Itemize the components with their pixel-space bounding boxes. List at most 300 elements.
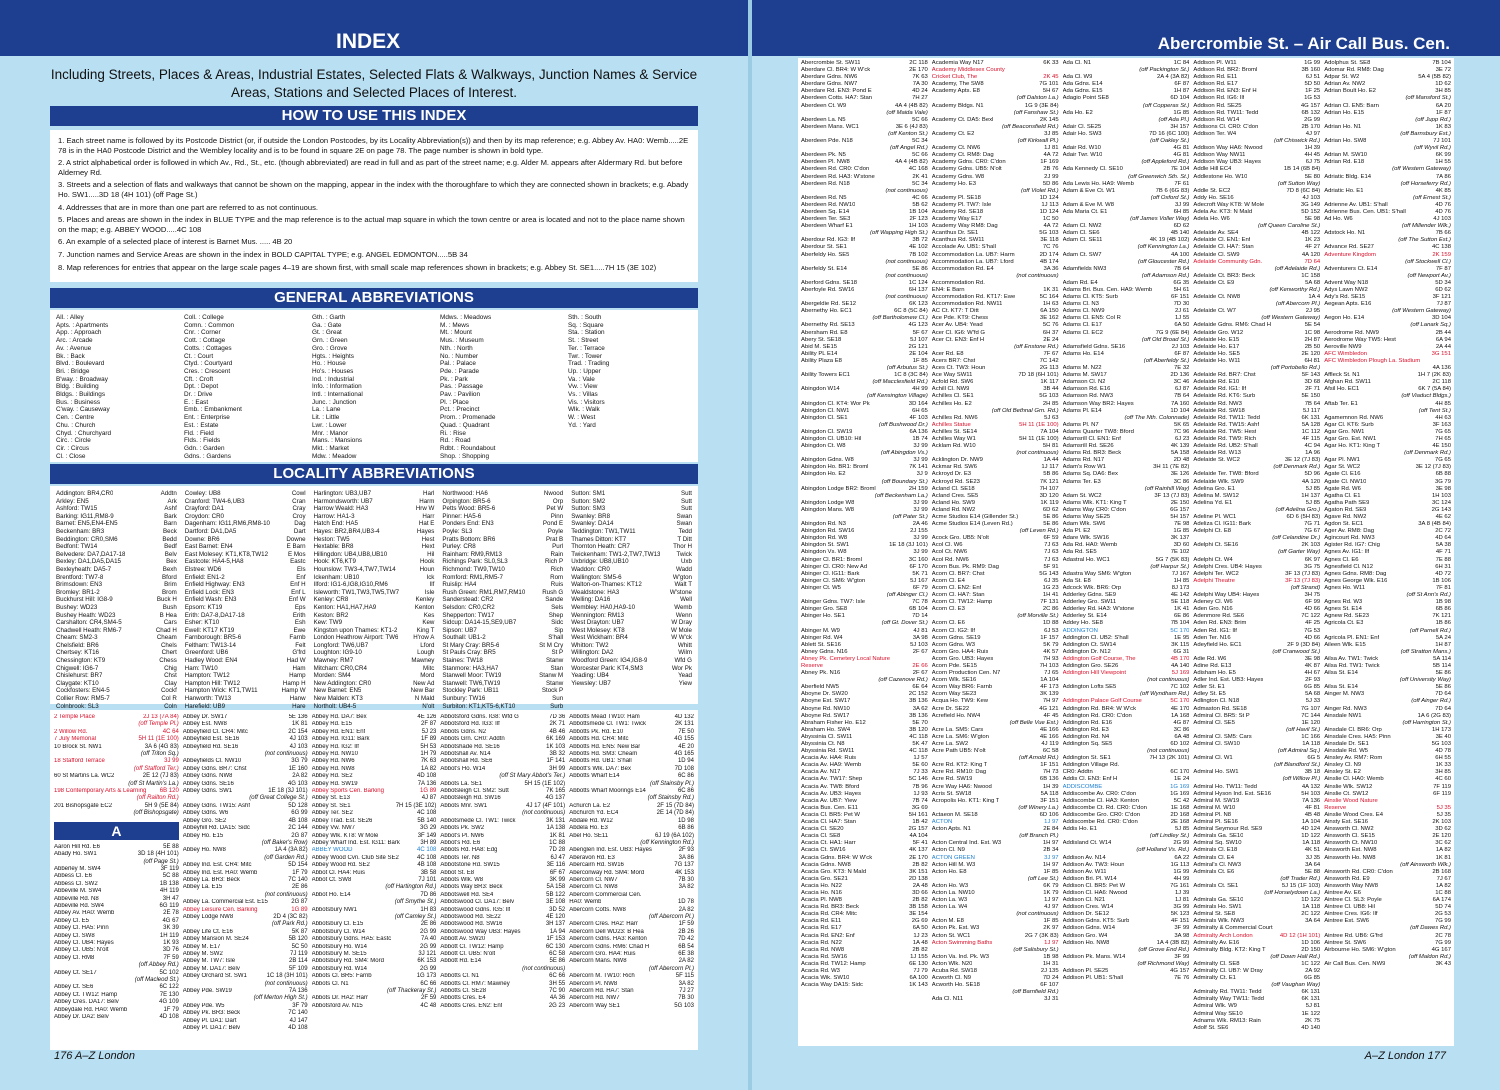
locality-code: Bford: [162, 573, 177, 581]
entry-ref: 2C 152: [908, 691, 928, 698]
entry-ref: 7E 104: [1170, 166, 1190, 173]
entry-name: Admiral Sq. SW10: [1193, 840, 1242, 847]
index-note: (off St Ann's Rd.): [1406, 592, 1451, 599]
entry-name: Agnes George Wlk. E16: [1324, 577, 1388, 584]
entry-ref: 7A 30: [912, 81, 928, 88]
index-entry: [1193, 557, 1320, 564]
entry-ref: 4C 108: [417, 854, 437, 861]
index-entry: [1063, 308, 1190, 315]
entry-name: Abberley M. SW4: [54, 865, 101, 872]
index-entry: [932, 60, 1059, 67]
entry-ref: 4K 87: [1304, 662, 1321, 669]
entry-ref: 3K 43: [1435, 960, 1451, 967]
howto-item: 4. Addresses that are in more than one part are referred to as not continuous.: [58, 202, 319, 212]
locality-entry: [571, 551, 692, 559]
entry-ref: 6J 51: [1305, 74, 1321, 81]
index-entry: [801, 486, 928, 493]
entry-ref: 5G 143: [1039, 570, 1059, 577]
entry-ref: 7B 6 (6G 83): [1155, 187, 1190, 194]
index-entry: [932, 372, 1059, 379]
entry-ref: 1F 79: [163, 1006, 179, 1013]
index-entry: [801, 776, 928, 783]
abbrev-entry: Yd. : Yard: [568, 421, 596, 429]
index-entry: [1193, 677, 1320, 684]
entry-name: Acton Va. Ind. Pk. W3: [931, 953, 989, 960]
entry-ref: 3J 35: [1305, 854, 1321, 861]
entry-name: Abbey Cl. SW8: [54, 932, 95, 939]
locality-code: Sidc: [551, 619, 564, 627]
entry-ref: 7C 122: [1301, 613, 1321, 620]
index-entry: [1063, 819, 1190, 826]
locality-code: Brim: [164, 581, 177, 589]
entry-ref: 3J 99: [1174, 201, 1190, 208]
index-entry: [932, 904, 1059, 911]
abbrev-entry: Mans. : Mansions: [312, 437, 363, 445]
entry-ref: 6A 136: [909, 428, 928, 435]
entry-ref: 5D 34: [1435, 279, 1451, 286]
locality-name: Yiewsley: UB7: [571, 679, 611, 687]
entry-name: Agatha Path SE9: [1324, 499, 1370, 506]
entry-name: Ace Way SW11: [931, 372, 973, 379]
entry-name: Abinger Rd. W4: [801, 634, 843, 641]
abbrev-column: [440, 314, 564, 458]
index-entry: [932, 784, 1059, 791]
entry-name: Academy Way E17: [931, 216, 982, 223]
locality-entry: [314, 634, 435, 642]
locality-name: West Drayton: UB7: [571, 619, 625, 627]
entry-name: Ailsa Rd. TW1: Twick: [1324, 662, 1380, 669]
locality-name: Wallington: SM5-6: [571, 573, 622, 581]
entry-name: Abbots Cl. N1: [311, 980, 349, 987]
index-entry: [932, 954, 1059, 961]
entry-name: Abercorn M. TW10: Rich: [569, 973, 635, 980]
index-entry: [569, 803, 694, 810]
locality-entry: [314, 520, 435, 528]
entry-name: Acacia Gro. SE21: [801, 875, 848, 882]
entry-ref: 5A 24: [1435, 634, 1451, 641]
entry-name: Abercorn Rd. NW7: [569, 995, 620, 1002]
abbrev-entry: M. : Mews: [440, 321, 470, 329]
entry-name: Abbotsbury Cl. W14: [311, 928, 365, 935]
entry-ref: 6F 87: [1174, 350, 1190, 357]
locality-code: Hil: [427, 550, 435, 558]
entry-name: Adcock Wlk. BR6: Orp: [1062, 584, 1122, 591]
entry-name: Agatha Cl. E1: [1324, 492, 1361, 499]
index-entry: [801, 181, 928, 188]
index-entry: [1324, 564, 1451, 571]
entry-ref: 4F 27: [1305, 244, 1321, 251]
right-page-footer: A–Z London 177: [1364, 1050, 1446, 1062]
index-entry: [801, 883, 928, 890]
entry-ref: 4C 118: [909, 733, 928, 740]
locality-entry: [185, 543, 306, 551]
entry-name: Accommodation Rd.: [931, 279, 985, 286]
index-entry: [1193, 351, 1320, 358]
locality-name: Longford: TW6,UB7: [313, 641, 369, 649]
entry-name: Adams Ho. E14: [1062, 350, 1104, 357]
entry-ref: 4C 66: [912, 194, 928, 201]
entry-ref: 4A 132: [1301, 783, 1321, 790]
entry-ref: 2B 76: [1043, 166, 1059, 173]
index-entry: [1193, 344, 1320, 351]
index-entry: [440, 855, 565, 862]
entry-name: Achilles Rd. NW6: [931, 414, 978, 421]
entry-ref: 1H 79: [420, 751, 437, 758]
entry-ref: 2G 99: [420, 965, 437, 972]
entry-ref: 5E 70: [912, 719, 928, 726]
index-entry: [801, 237, 928, 244]
index-column: [183, 714, 308, 1046]
entry-name: Abercorn Commercial Cen.: [569, 891, 642, 898]
entry-ref: 4F 45: [1043, 712, 1059, 719]
abbrev-entry: Mdws. : Meadows: [440, 314, 492, 321]
entry-name: Adamson Way BR2: Hayes: [1062, 400, 1134, 407]
entry-name: 2 Willow Rd.: [54, 728, 88, 735]
entry-ref: 2B 50: [1304, 343, 1321, 350]
entry-ref: 4A 120: [1301, 478, 1321, 485]
entry-ref: 1D 78: [677, 899, 694, 906]
entry-ref: 7D 24: [1042, 975, 1059, 982]
index-note: (off Bartholomew Cl.): [872, 315, 928, 322]
index-entry: [932, 557, 1059, 564]
entry-name: Acorn Wlk. SE16: [931, 677, 977, 684]
entry-ref: 5J 107: [910, 336, 928, 343]
entry-ref: 4G 81: [1173, 152, 1190, 159]
index-entry: [183, 781, 308, 788]
entry-ref: 2J 135: [1040, 968, 1059, 974]
entry-ref: 4G 137: [545, 795, 566, 802]
index-note: (off Rainhill Way): [1144, 485, 1190, 492]
index-entry: [1063, 521, 1190, 528]
entry-ref: 3D 68: [1304, 379, 1321, 386]
entry-name: Abbots Wlk. W8: [440, 876, 484, 883]
index-entry: [932, 762, 1059, 769]
index-entry: [569, 833, 694, 840]
entry-ref: 4D 66: [1304, 634, 1321, 641]
locality-name: New Barnet: EN5: [313, 687, 362, 695]
entry-ref: 2A 82: [678, 958, 694, 965]
entry-name: Addy Ho. SE16: [1193, 194, 1234, 201]
locality-code: Hest: [421, 535, 435, 543]
entry-ref: 1K 93: [163, 939, 179, 946]
entry-name: Abbey Pl. DA1: Dart: [182, 1017, 237, 1024]
entry-ref: 2G 143: [1431, 506, 1451, 513]
index-entry: [1324, 840, 1451, 847]
index-entry: [183, 966, 308, 973]
index-entry: [1193, 358, 1320, 365]
index-entry: [183, 973, 308, 980]
entry-ref: 7B 102: [909, 251, 928, 258]
index-entry: [1193, 947, 1320, 954]
entry-ref: 1A 104: [1301, 819, 1321, 826]
index-entry: [932, 968, 1059, 975]
entry-ref: 3E 154: [909, 911, 928, 918]
entry-name: Reserve: [801, 662, 823, 669]
entry-name: Achilles Way W1: [931, 435, 976, 442]
index-entry: [183, 788, 308, 795]
abbrev-entry: Pct. : Precinct: [440, 406, 480, 414]
entry-ref: 4H 119: [159, 888, 179, 895]
entry-ref: 5A 68: [1305, 279, 1321, 286]
entry-name: Adams Sq. DA6: Bex: [1062, 471, 1118, 478]
index-entry: [932, 379, 1059, 386]
index-entry: [1324, 74, 1451, 81]
index-entry: [1063, 769, 1190, 776]
locality-column: [571, 490, 692, 700]
locality-entry: [314, 589, 435, 597]
entry-name: Aberdeen Rd. HA3: W'stone: [801, 173, 875, 180]
abbrev-entry: Up. : Upper: [568, 367, 601, 375]
entry-ref: 5J 117: [1302, 407, 1321, 414]
index-entry: [1193, 486, 1320, 493]
entry-name: Acer Cl. IG6: W'fd G: [931, 329, 985, 336]
locality-name: Sunbury: TW16: [442, 695, 486, 703]
index-entry: [932, 897, 1059, 904]
entry-name: Adair Rd. W10: [1062, 145, 1101, 152]
entry-name: Adelaide Ct. NW8: [1193, 294, 1241, 301]
index-entry: [312, 803, 437, 810]
index-entry: [801, 734, 928, 741]
entry-ref: 7D 64: [1435, 691, 1451, 698]
entry-ref: 4A 120: [1301, 251, 1321, 258]
entry-name: Academy Gdns. W8: [931, 173, 985, 180]
locality-name: Chigwell: IG6-7: [56, 664, 99, 672]
entry-name: Admiral Way SE10: [1193, 1010, 1243, 1017]
entry-name: Adelaide Ho. SE5: [1193, 350, 1240, 357]
entry-ref: 1B 74: [912, 435, 928, 442]
entry-ref: 2D 136: [1170, 372, 1190, 379]
index-note: (off Richmond Way): [1137, 960, 1190, 967]
entry-ref: 3E 126: [1170, 471, 1190, 478]
entry-name: Acre Dr. SE22: [931, 705, 970, 712]
entry-name: Ainsdale NW1: [1324, 712, 1362, 719]
index-entry: [801, 216, 928, 223]
entry-name: Acers BR7: Chst: [931, 357, 976, 364]
entry-name: Abbey Wood Rd. SE2: [311, 862, 370, 869]
entry-ref: 1K 143: [909, 982, 928, 989]
entry-name: Aboyne Est. SW17: [801, 698, 851, 705]
index-entry: [1193, 1003, 1320, 1010]
entry-ref: 2C 78: [1435, 932, 1451, 939]
index-entry: [440, 892, 565, 899]
index-note: (off University Way): [1399, 677, 1451, 684]
entry-name: Abbey Gdns. W6: [182, 810, 229, 817]
entry-ref: 3D 120: [1039, 492, 1059, 499]
index-entry: [801, 67, 928, 74]
index-entry: [932, 457, 1059, 464]
locality-entry: [314, 657, 435, 665]
locality-entry: [571, 490, 692, 498]
entry-name: ACTON GREEN: [931, 854, 975, 861]
index-entry: [1193, 968, 1320, 975]
entry-ref: 4E 166: [1039, 726, 1059, 733]
index-entry: [1324, 287, 1451, 294]
entry-name: Acfold Rd. SW6: [931, 379, 974, 386]
entry-name: Adderley St. E14: [1062, 613, 1107, 620]
locality-entry: [442, 513, 563, 521]
entry-name: Abbeville M. SW4: [54, 888, 102, 895]
index-entry: [54, 903, 179, 910]
entry-name: Acorn Cl. E3: [931, 606, 965, 613]
index-note: (off Merton High St.): [253, 995, 308, 1002]
index-entry: [54, 918, 179, 925]
entry-ref: 7J 33: [913, 769, 928, 776]
index-entry: [801, 344, 928, 351]
entry-ref: 1C 98: [1304, 329, 1321, 336]
entry-ref: 1J 81: [1174, 897, 1190, 904]
index-entry: [1324, 443, 1451, 450]
entry-name: Abbeyhill Rd. DA15: Sidc: [182, 825, 250, 832]
abbrev-entry: Mnr. : Manor: [312, 429, 348, 437]
index-note: (off Salisbury St.): [1013, 946, 1059, 953]
abbrev-entry: Ho. : House: [312, 360, 346, 368]
index-entry: [440, 981, 565, 988]
left-index-columns: [50, 710, 698, 1050]
index-entry: [569, 721, 694, 728]
entry-ref: 5K 47: [912, 741, 928, 747]
index-entry: [932, 925, 1059, 932]
index-entry: [1193, 798, 1320, 805]
entry-name: Acme Studios E14 (Gillender St.): [931, 514, 1019, 520]
abbrev-entry: Cres. : Crescent: [184, 367, 231, 375]
entry-name: Abbotts Cl. SE28: [440, 988, 487, 995]
entry-name: Abinger Cl. CR0: New Ad: [801, 563, 868, 570]
entry-ref: 5K 65: [1173, 421, 1190, 428]
entry-name: Ada Cl. N1: [1062, 60, 1092, 66]
entry-ref: 3J 9: [916, 471, 928, 478]
locality-name: Staines: TW18: [442, 657, 483, 665]
entry-name: Abbey Rd. NW8: [311, 765, 355, 772]
entry-ref: 6G 85: [1304, 975, 1321, 982]
index-entry: [1324, 103, 1451, 110]
entry-ref: 2J 103: [1171, 343, 1190, 350]
index-entry: [1193, 330, 1320, 337]
locality-code: Yead: [678, 672, 692, 680]
entry-ref: 2K 131: [674, 721, 694, 728]
entry-ref: 7J 63: [1044, 556, 1059, 563]
entry-name: Adam Rd. E4: [1062, 279, 1098, 286]
entry-ref: 5D 128: [288, 802, 308, 809]
entry-ref: 1K 83: [1435, 123, 1451, 130]
entry-name: Abbotts Cl. N1: [440, 973, 480, 980]
abbrev-entry: Rd. : Road: [440, 437, 471, 445]
index-entry: [801, 706, 928, 713]
entry-ref: 1G 23: [1042, 584, 1059, 591]
locality-name: Dagenham: IG11,RM6,RM8-10: [184, 520, 270, 528]
entry-name: Air Call Bus. Cen. NW9: [1324, 960, 1386, 967]
abbrev-entry: Pal. : Palace: [440, 360, 476, 368]
index-entry: [1063, 464, 1190, 471]
locality-name: Bushey: WD23: [56, 603, 98, 611]
entry-ref: 7A 86: [1435, 173, 1451, 180]
index-entry: [1063, 954, 1190, 961]
entry-ref: 4B 108: [417, 862, 437, 869]
index-note: (off Admiral Sq.): [1277, 748, 1321, 755]
entry-ref: 7K 63: [912, 74, 928, 81]
entry-ref: 6B 132: [1301, 109, 1321, 116]
entry-name: Adelaide Ct. BR3: Beck: [1193, 272, 1255, 279]
index-entry: [1324, 656, 1451, 663]
entry-name: Abbots Gdns. N2: [440, 728, 487, 735]
locality-code: Esh: [294, 619, 306, 627]
index-entry: [801, 585, 928, 592]
entry-ref: 1C 166: [1301, 733, 1321, 740]
index-entry: [183, 766, 308, 773]
locality-name: Cockfosters: EN4-5: [56, 687, 110, 695]
entry-name: Adriatic Bldg. E14: [1324, 173, 1372, 180]
entry-ref: 3H 11 (7E 82): [1153, 464, 1190, 471]
entry-name: Adventurers Ct. E14: [1324, 265, 1378, 272]
locality-column: [313, 490, 435, 710]
entry-name: Abinger Gdns. TW7: Isle: [801, 599, 866, 606]
locality-entry: [314, 665, 435, 673]
entry-name: Abercorn Way SE1: [569, 1002, 620, 1009]
entry-ref: 7F 67: [1043, 350, 1059, 357]
entry-ref: 1C 88: [549, 839, 566, 846]
index-entry: [1193, 237, 1320, 244]
index-note: (not continuous): [885, 187, 928, 194]
index-entry: [1324, 230, 1451, 237]
index-note: (off Macclesfield Rd.): [872, 379, 928, 386]
entry-name: Cricket Club, The: [931, 74, 978, 81]
locality-column: [56, 490, 177, 710]
index-entry: [1063, 74, 1190, 81]
entry-ref: 7D 8 (6C 84): [1286, 187, 1321, 194]
abbrev-entry: Wlk. : Walk: [568, 406, 600, 414]
index-entry: [801, 805, 928, 812]
howto-item: 3. Streets and a selection of flats and walkways that cannot be shown on the mapping, appear in the index with the thoroughfare to which they are connected shown in brackets; e.g. Abady Ho. SW1.....3D 18 (4H 101) (off Page St.): [58, 180, 689, 199]
index-entry: [801, 670, 928, 677]
entry-ref: 7H 103: [1039, 662, 1059, 669]
entry-ref: 7B 64: [1173, 393, 1190, 400]
entry-name: Acorn Gro. UB3: Hayes: [931, 655, 994, 662]
index-entry: [1324, 138, 1451, 145]
abbrev-entry: Circ. : Circle: [56, 437, 91, 445]
index-note: (off Kennington La.): [1137, 244, 1190, 251]
index-note: (not continuous): [1016, 450, 1059, 457]
entry-ref: 2K 103: [1432, 819, 1451, 826]
entry-name: Abingdon Rd. SW16: [801, 528, 855, 535]
entry-ref: 1F 151: [1040, 762, 1059, 769]
entry-name: Adagio Point SE8: [1062, 95, 1109, 102]
entry-ref: 5B 114: [1432, 662, 1451, 669]
abbrev-entry: Bus. : Business: [56, 398, 101, 406]
locality-name: Dartford: DA1,DA5: [184, 527, 237, 535]
entry-name: Ailsa St. E14: [1324, 670, 1358, 677]
entry-ref: 6J 35: [1044, 577, 1059, 584]
abbrev-entry: B'way. : Broadway: [56, 375, 108, 383]
entry-ref: 1E 18 (3J 101): [268, 788, 308, 795]
entry-ref: 5J 85: [1305, 485, 1321, 492]
index-note: (off Belle Vue Est.): [1009, 719, 1059, 726]
index-note: (off Arbutus St.): [886, 365, 928, 372]
index-entry: [312, 981, 437, 988]
entry-name: Abbey Lodge NW8: [182, 913, 234, 920]
index-entry: [1063, 443, 1190, 450]
entry-name: Acol Rd. NW6: [931, 556, 969, 563]
entry-name: Adstock Ho. N1: [1324, 230, 1366, 237]
entry-ref: 1B 86: [1435, 620, 1451, 627]
entry-ref: 3D 164: [908, 400, 928, 407]
abbrev-column: [312, 314, 436, 458]
entry-ref: 4K 137: [909, 847, 928, 854]
index-entry: [1193, 379, 1320, 386]
index-entry: [932, 826, 1059, 833]
index-entry: [569, 855, 694, 862]
entry-name: Aberdeen Rd. N5: [801, 194, 847, 201]
entry-name: Aintree Cl. SL3: Poyle: [1324, 897, 1382, 904]
entry-ref: 6C 130: [545, 943, 566, 950]
